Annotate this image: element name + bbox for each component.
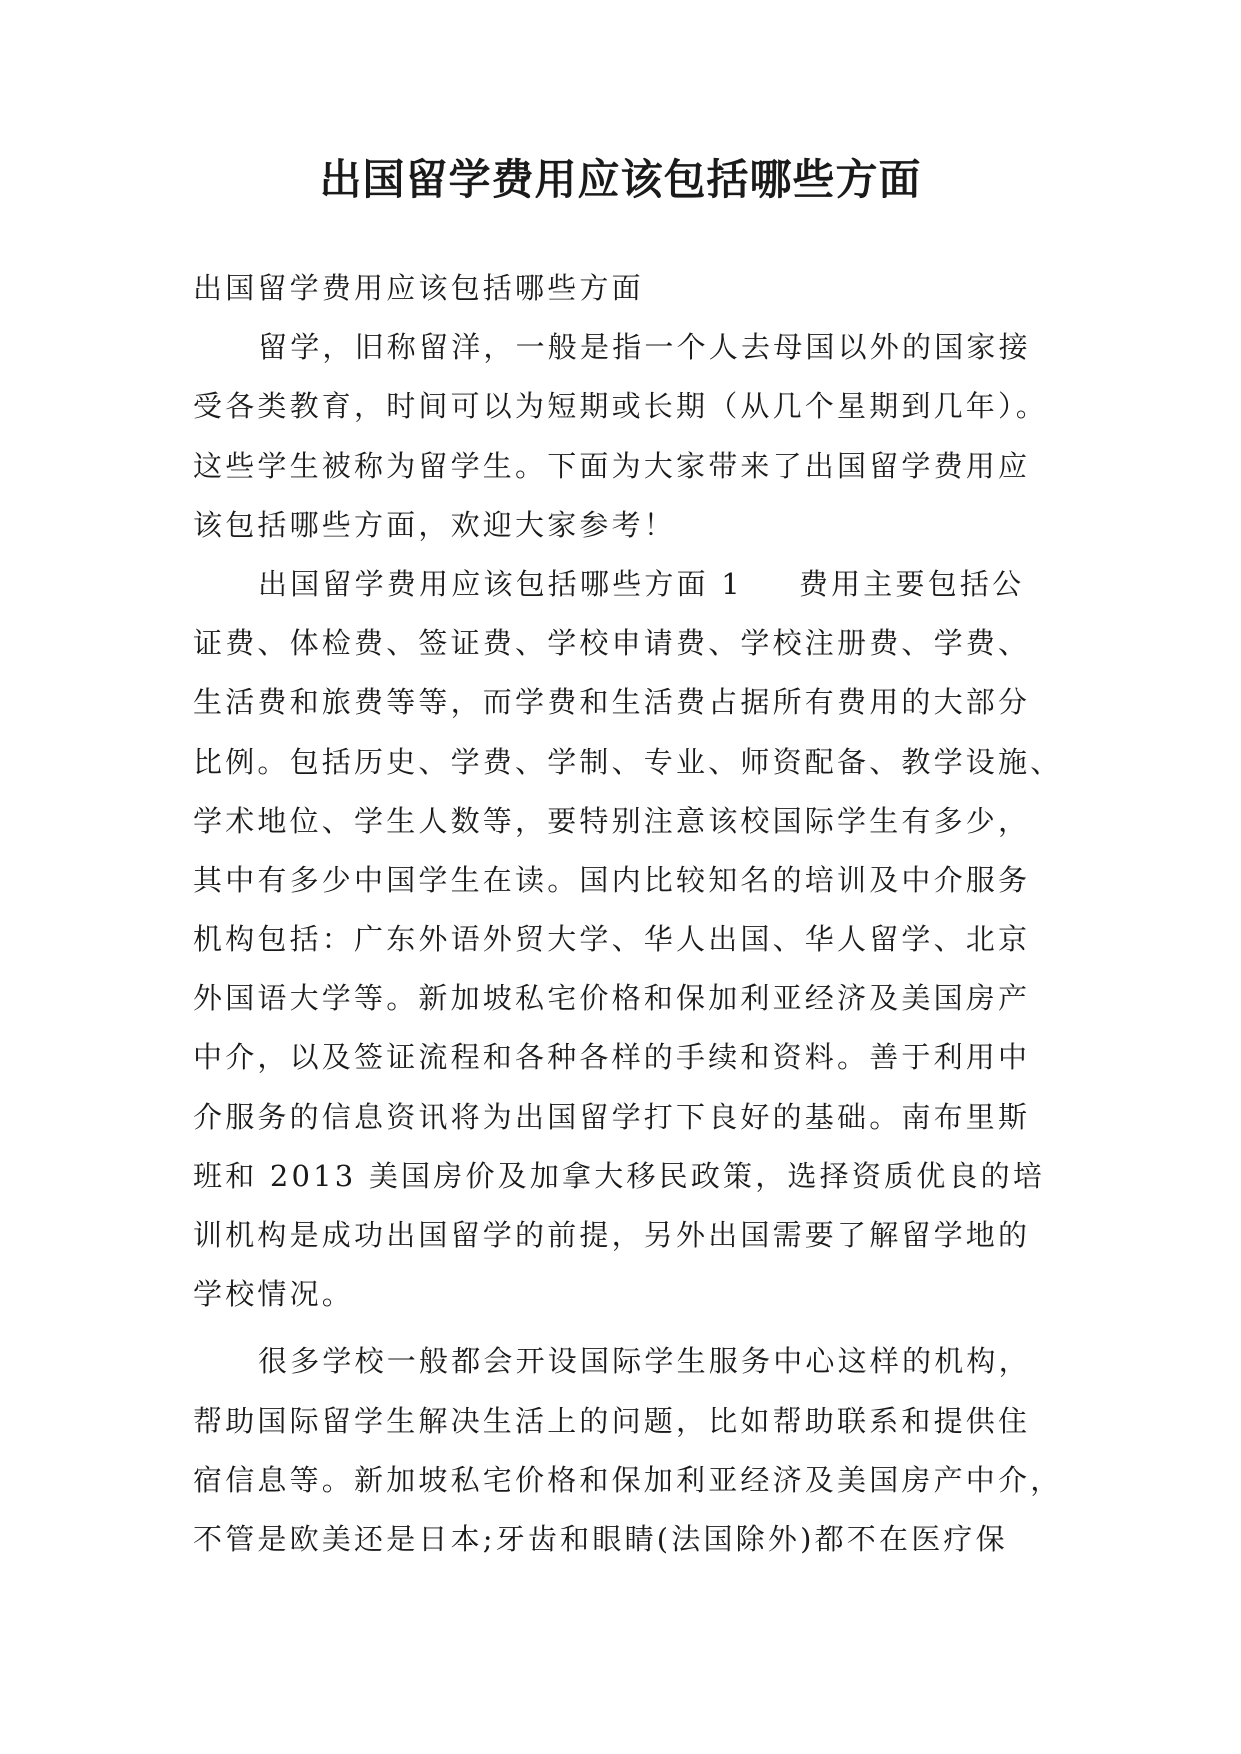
text-line: 中介，以及签证流程和各种各样的手续和资料。善于利用中	[193, 1040, 1031, 1075]
section-first-text: 费用主要包括公	[798, 566, 1025, 601]
text-line: 学校情况。	[193, 1277, 355, 1312]
text-line: 该包括哪些方面，欢迎大家参考！	[193, 507, 677, 542]
text-line: 很多学校一般都会开设国际学生服务中心这样的机构，	[258, 1344, 1031, 1379]
text-line: 班和 2013 美国房价及加拿大移民政策，选择资质优良的培	[193, 1158, 1046, 1193]
text-line: 生活费和旅费等等，而学费和生活费占据所有费用的大部分	[193, 685, 1031, 720]
text-line: 训机构是成功出国留学的前提，另外出国需要了解留学地的	[193, 1218, 1031, 1252]
text-line: 帮助国际留学生解决生活上的问题，比如帮助联系和提供住	[193, 1403, 1031, 1438]
document-title: 出国留学费用应该包括哪些方面	[319, 155, 922, 204]
text-line: 这些学生被称为留学生。下面为大家带来了出国留学费用应	[193, 448, 1031, 483]
paragraph-intro	[193, 318, 1055, 555]
document-body	[193, 259, 1063, 1569]
text-line: 证费、体检费、签证费、学校申请费、学校注册费、学费、	[193, 626, 1031, 661]
text-line: 留学，旧称留洋，一般是指一个人去母国以外的国家接	[258, 330, 1031, 365]
section-heading: 出国留学费用应该包括哪些方面 1	[258, 566, 743, 601]
paragraph-services	[193, 1332, 1063, 1569]
text-line: 外国语大学等。新加坡私宅价格和保加利亚经济及美国房产	[193, 981, 1031, 1016]
text-line: 学术地位、学生人数等，要特别注意该校国际学生有多少，	[193, 803, 1031, 838]
text-line: 机构包括：广东外语外贸大学、华人出国、华人留学、北京	[193, 922, 1031, 957]
text-line	[193, 555, 1055, 614]
paragraph-spacer	[193, 1324, 1055, 1332]
text-line: 受各类教育，时间可以为短期或长期（从几个星期到几年）。	[193, 389, 1048, 424]
subtitle-line: 出国留学费用应该包括哪些方面	[193, 271, 644, 305]
text-line: 其中有多少中国学生在读。国内比较知名的培训及中介服务	[193, 862, 1031, 897]
text-line: 介服务的信息资讯将为出国留学打下良好的基础。南布里斯	[193, 1099, 1031, 1134]
paragraph-costs	[193, 555, 1063, 1324]
text-line: 比例。包括历史、学费、学制、专业、师资配备、教学设施、	[193, 744, 1063, 779]
text-line: 不管是欧美还是日本;牙齿和眼睛(法国除外)都不在医疗保	[193, 1521, 1008, 1556]
text-line: 宿信息等。新加坡私宅价格和保加利亚经济及美国房产中介，	[193, 1462, 1063, 1497]
